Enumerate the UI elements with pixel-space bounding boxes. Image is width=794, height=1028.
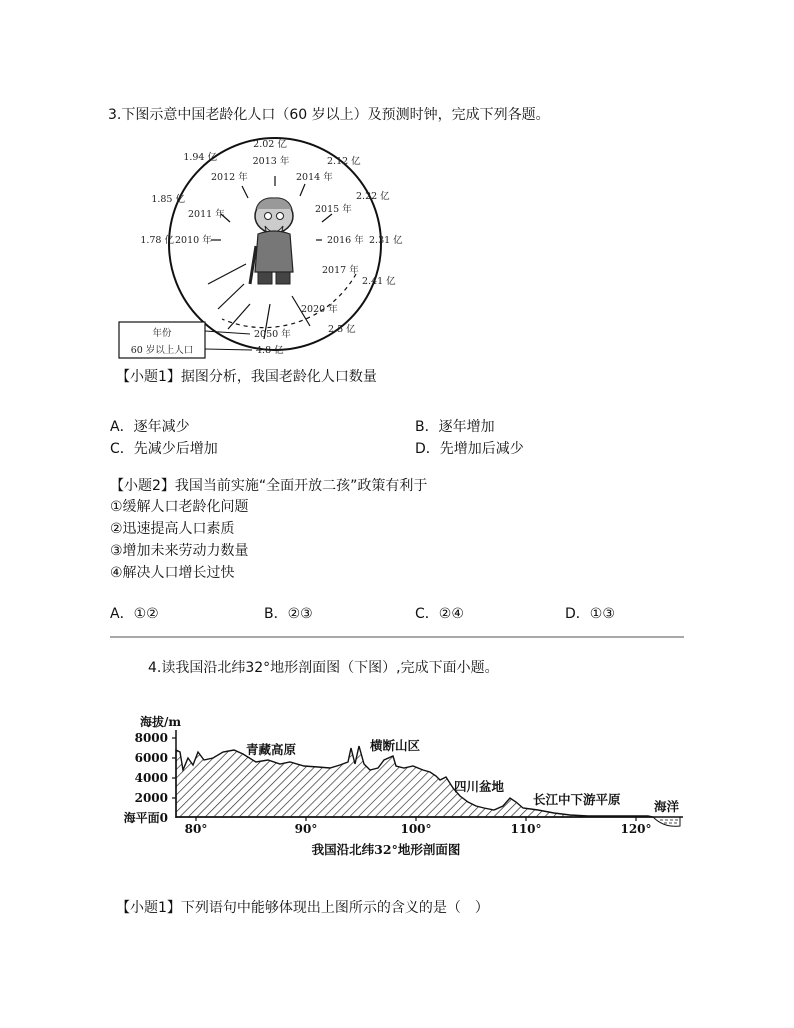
profile-yticks	[124, 731, 168, 825]
region-changjiang: 长江中下游平原	[533, 792, 621, 807]
q3-sub1-option-a[interactable]: A．逐年减少	[110, 419, 190, 435]
ytick-4000: 4000	[134, 771, 168, 785]
aging-clock-figure	[110, 134, 410, 360]
clock-pop-2020: 2.5 亿	[328, 324, 356, 335]
q3-sub1-option-c[interactable]: C．先减少后增加	[110, 441, 218, 457]
profile-caption: 我国沿北纬32°地形剖面图	[311, 842, 461, 857]
clock-year-2015: 2015 年	[315, 204, 352, 215]
clock-pop-2010: 1.78 亿	[140, 235, 174, 246]
q3-sub1-stem: 【小题1】据图分析，我国老龄化人口数量	[116, 369, 377, 385]
q3-sub2-item-4: ④解决人口增长过快	[110, 565, 235, 581]
clock-year-2014: 2014 年	[296, 172, 333, 183]
legend-pop-label: 60 岁以上人口	[130, 345, 194, 356]
xtick-100: 100°	[400, 822, 432, 836]
legend-year-label: 年份	[152, 328, 172, 339]
xtick-110: 110°	[510, 822, 542, 836]
q4-sub1-stem: 【小题1】下列语句中能够体现出上图所示的含义的是（ ）	[116, 900, 489, 916]
xtick-80: 80°	[184, 822, 208, 836]
clock-pop-2012: 1.94 亿	[183, 152, 217, 163]
q3-sub1-option-b[interactable]: B．逐年增加	[415, 419, 495, 435]
q3-sub1-option-d[interactable]: D．先增加后减少	[415, 441, 524, 457]
q3-sub2-item-2: ②迅速提高人口素质	[110, 521, 235, 537]
clock-pop-2013: 2.02 亿	[253, 139, 287, 150]
clock-year-2011: 2011 年	[188, 209, 225, 220]
clock-pop-2017: 2.41 亿	[362, 276, 396, 287]
q3-sub2-option-a[interactable]: A．①②	[110, 606, 159, 622]
q3-sub2-item-3: ③增加未来劳动力数量	[110, 543, 249, 559]
region-qinghai: 青藏高原	[246, 742, 297, 757]
q3-sub2-option-b[interactable]: B．②③	[264, 606, 313, 622]
clock-year-2017: 2017 年	[322, 265, 359, 276]
section-divider	[110, 636, 684, 638]
q3-sub2-stem: 【小题2】我国当前实施“全面开放二孩”政策有利于	[110, 478, 428, 494]
clock-year-2016: 2016 年	[327, 235, 364, 246]
sea-area	[653, 817, 680, 826]
terrain-profile-figure	[108, 710, 688, 860]
q3-intro: 3.下图示意中国老龄化人口（60 岁以上）及预测时钟，完成下列各题。	[108, 107, 550, 123]
q3-sub2-option-d[interactable]: D．①③	[565, 606, 615, 622]
clock-pop-2016: 2.31 亿	[369, 235, 403, 246]
q3-sub2-item-1: ①缓解人口老龄化问题	[110, 499, 249, 515]
xtick-120: 120°	[620, 822, 652, 836]
clock-year-2050: 2050 年	[254, 329, 291, 340]
region-hengduan: 横断山区	[370, 738, 421, 753]
region-sea: 海洋	[654, 799, 680, 814]
ytick-2000: 2000	[134, 791, 168, 805]
elderly-man-icon	[250, 198, 293, 284]
profile-xticks	[185, 822, 652, 836]
q3-sub2-option-c[interactable]: C．②④	[415, 606, 464, 622]
clock-pop-2050: 4.8 亿	[256, 345, 284, 356]
clock-pop-2014: 2.12 亿	[327, 156, 361, 167]
region-sichuan: 四川盆地	[454, 779, 505, 794]
ytick-sealevel: 海平面0	[123, 811, 168, 825]
clock-pop-2011: 1.85 亿	[151, 194, 185, 205]
xtick-90: 90°	[294, 822, 318, 836]
clock-year-2010: 2010 年	[175, 235, 212, 246]
ytick-6000: 6000	[134, 751, 168, 765]
profile-ylabel: 海拔/m	[140, 715, 182, 729]
clock-year-2020: 2020 年	[301, 304, 338, 315]
clock-year-2012: 2012 年	[211, 172, 248, 183]
clock-pop-2015: 2.22 亿	[356, 191, 390, 202]
q4-intro: 4.读我国沿北纬32°地形剖面图（下图）,完成下面小题。	[148, 660, 499, 676]
ytick-8000: 8000	[134, 731, 168, 745]
clock-year-2013: 2013 年	[252, 156, 290, 167]
